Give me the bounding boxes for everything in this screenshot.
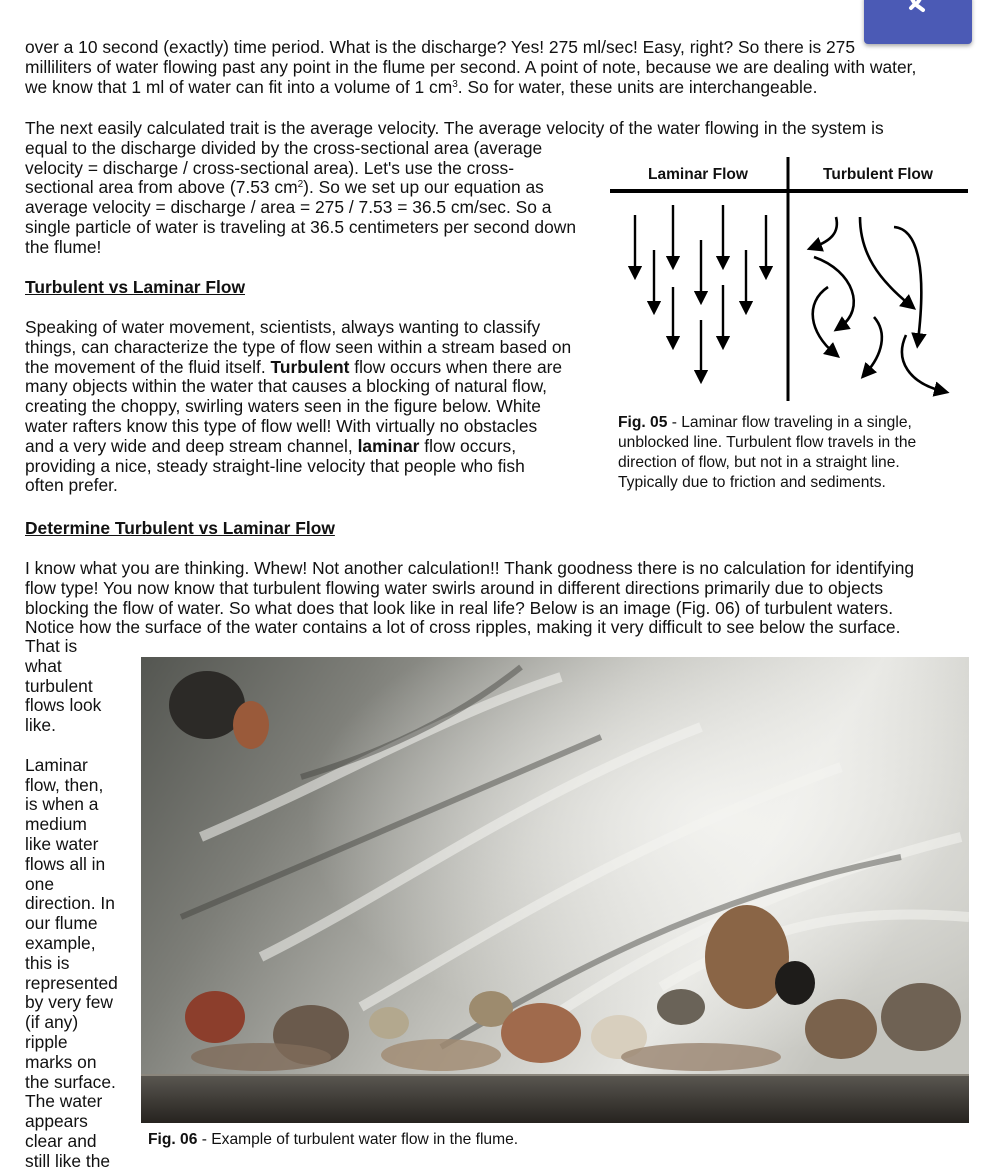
caption-line: unblocked line. Turbulent flow travels in the bbox=[618, 434, 917, 451]
narrow-text-line: marks on bbox=[25, 1051, 97, 1072]
text-line: the flume! bbox=[25, 236, 102, 257]
close-x-icon bbox=[903, 0, 933, 14]
narrow-text-line: appears bbox=[25, 1111, 88, 1132]
narrow-text-line: turbulent bbox=[25, 675, 93, 696]
text-line: equal to the discharge divided by the cross-sectional area (average bbox=[25, 137, 543, 158]
text-line: Speaking of water movement, scientists, always wanting to classify bbox=[25, 317, 541, 337]
narrow-text-line: clear and bbox=[25, 1130, 97, 1151]
text-line: water rafters know this type of flow well! With virtually no obstacles bbox=[25, 415, 538, 436]
text-line: the movement of the fluid itself. Turbulent flow occurs when there are bbox=[25, 356, 563, 377]
text-line: sectional area from above (7.53 $cm^2$). So we set up our equation as bbox=[25, 177, 544, 198]
turbulent-arrow bbox=[866, 317, 882, 373]
figure-05-caption bbox=[618, 413, 968, 493]
paragraph-discharge bbox=[25, 38, 975, 97]
turbulent-arrow bbox=[813, 287, 834, 353]
caption-line: direction of flow, but not in a straight line. bbox=[618, 454, 900, 471]
turbulent-arrow bbox=[894, 227, 921, 341]
flow-diagram bbox=[608, 155, 970, 405]
narrow-text-column bbox=[25, 637, 137, 1172]
caption-line: Typically due to friction and sediments. bbox=[618, 474, 886, 491]
text-line: providing a nice, steady straight-line velocity that people who fish bbox=[25, 455, 525, 476]
narrow-text-line: like water bbox=[25, 833, 99, 854]
text-line: often prefer. bbox=[25, 475, 118, 496]
narrow-text-line: the surface. bbox=[25, 1071, 116, 1092]
turbulent-flow-title: Turbulent Flow bbox=[823, 166, 933, 183]
narrow-paragraph-a bbox=[25, 637, 137, 736]
text-line: flow type! You now know that turbulent flowing water swirls around in different directions primarily due to objects bbox=[25, 577, 884, 598]
turbulent-flow-photo bbox=[141, 657, 969, 1123]
text-line: we know that 1 ml of water can fit into a volume of 1 $cm^3$. So for water, these units are interchangeable. bbox=[25, 76, 818, 97]
text-line: single particle of water is traveling at 36.5 centimeters per second down bbox=[25, 216, 576, 237]
text-line: Notice how the surface of the water contains a lot of cross ripples, making it very difficult to see below the surface. bbox=[25, 617, 901, 638]
narrow-text-line: is when a bbox=[25, 794, 99, 815]
narrow-text-line: what bbox=[25, 655, 62, 676]
text-line: The next easily calculated trait is the average velocity. The average velocity of the water flowing in the system is bbox=[25, 118, 884, 138]
figure-06-caption bbox=[148, 1130, 968, 1150]
paragraph-flow-types bbox=[25, 318, 605, 496]
narrow-text-line: this is bbox=[25, 952, 70, 973]
turbulent-arrow bbox=[814, 217, 837, 247]
caption-line: Fig. 06 - Example of turbulent water flow in the flume. bbox=[148, 1131, 519, 1148]
narrow-text-line: medium bbox=[25, 814, 87, 835]
narrow-text-line: example, bbox=[25, 932, 96, 953]
laminar-flow-title: Laminar Flow bbox=[648, 166, 748, 183]
text-line: average velocity = discharge / area = 275 / 7.53 = 36.5 cm/sec. So a bbox=[25, 197, 552, 218]
narrow-text-line: flow, then, bbox=[25, 774, 104, 795]
narrow-text-line: our flume bbox=[25, 913, 98, 934]
text-line: milliliters of water flowing past any point in the flume per second. A point of note, because we are dealing with water, bbox=[25, 56, 917, 77]
narrow-text-line: (if any) bbox=[25, 1012, 79, 1033]
narrow-text-line: flows all in bbox=[25, 853, 106, 874]
text-line: I know what you are thinking. Whew! Not another calculation!! Thank goodness there is no calculation for identifying bbox=[25, 558, 915, 578]
text-line: and a very wide and deep stream channel, laminar flow occurs, bbox=[25, 435, 517, 456]
section-heading-turbulent-vs-laminar: Turbulent vs Laminar Flow bbox=[25, 277, 245, 297]
section-heading-determine-flow: Determine Turbulent vs Laminar Flow bbox=[25, 518, 335, 538]
text-line: over a 10 second (exactly) time period. What is the discharge? Yes! 275 ml/sec! Easy, right? So there is 275 bbox=[25, 37, 856, 57]
narrow-paragraph-b bbox=[25, 756, 137, 1172]
narrow-text-line: The water bbox=[25, 1091, 103, 1112]
narrow-text-line: by very few bbox=[25, 992, 113, 1013]
narrow-text-line: That is bbox=[25, 636, 78, 656]
text-line: many objects within the water that causes a blocking of natural flow, bbox=[25, 376, 547, 397]
turbulent-arrow bbox=[902, 335, 942, 391]
turbulent-arrow bbox=[814, 257, 854, 327]
narrow-text-line: direction. In bbox=[25, 893, 115, 914]
caption-line: Fig. 05 - Laminar flow traveling in a single, bbox=[618, 414, 912, 431]
text-line: things, can characterize the type of flow seen within a stream based on bbox=[25, 336, 572, 357]
text-line: creating the choppy, swirling waters seen in the figure below. White bbox=[25, 396, 541, 417]
narrow-text-line: represented bbox=[25, 972, 118, 993]
narrow-text-line: flows look bbox=[25, 695, 102, 716]
text-line: velocity = discharge / cross-sectional area). Let's use the cross- bbox=[25, 157, 515, 178]
narrow-text-line: still like the bbox=[25, 1150, 111, 1171]
narrow-text-line: ripple bbox=[25, 1031, 68, 1052]
flume-floor bbox=[141, 1075, 969, 1123]
turbulent-arrows bbox=[813, 217, 942, 391]
text-line: blocking the flow of water. So what does that look like in real life? Below is an image (Fig. 06) of turbulent waters. bbox=[25, 597, 894, 618]
narrow-text-line: one bbox=[25, 873, 55, 894]
narrow-text-line: like. bbox=[25, 715, 56, 736]
paragraph-identify-flow bbox=[25, 559, 975, 638]
laminar-arrows bbox=[635, 205, 766, 377]
narrow-text-line: Laminar bbox=[25, 754, 88, 775]
